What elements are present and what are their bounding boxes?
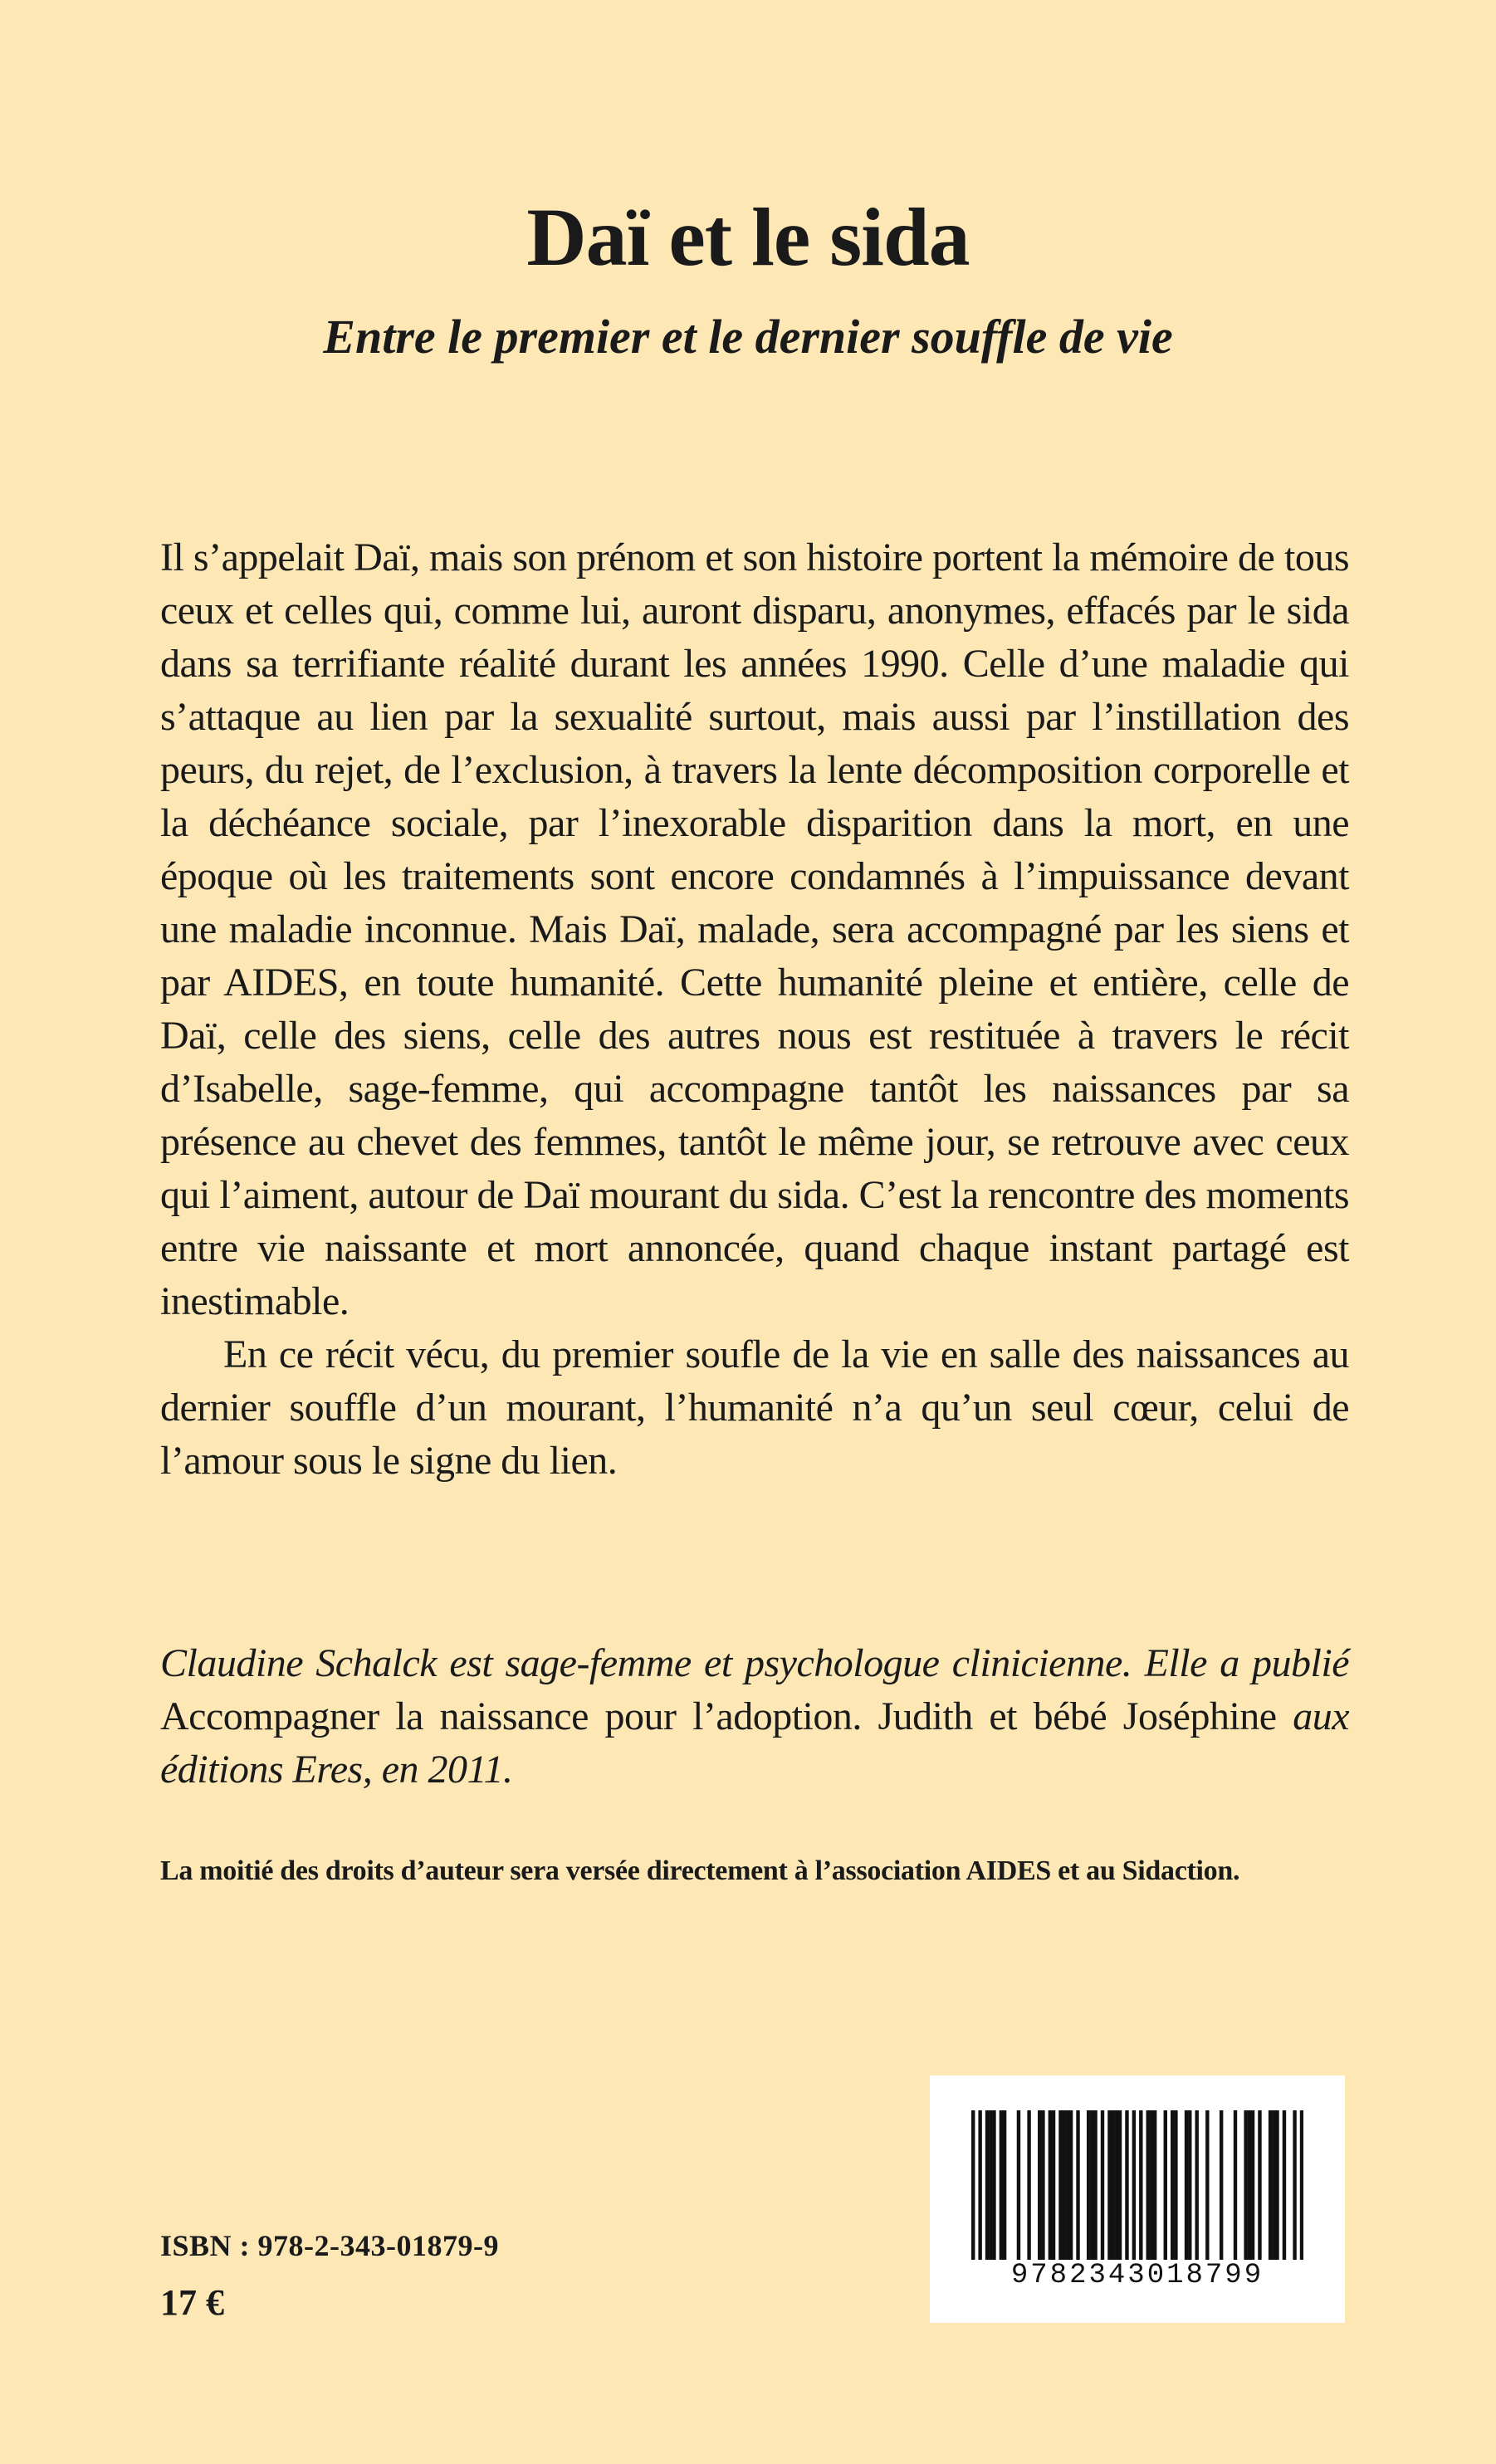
barcode-bar (1107, 2110, 1111, 2260)
barcode-bar (1300, 2110, 1303, 2260)
barcode-bar (1132, 2110, 1136, 2260)
barcode-bar (978, 2110, 981, 2260)
barcode-bar (1171, 2110, 1174, 2260)
blurb-paragraph-1: Il s’appelait Daï, mais son prénom et son histoire portent la mémoire de tous ceux et celles qui, comme lui, auront disparu, anonymes, effacés par le sida dans sa terrifiante réalité durant les années 1990. Celle d’une maladie qui s’attaque au lien par la sexualité surtout, mais aussi par l’instillation des peurs, du rejet, de l’exclusion, à travers la lente décomposition corporelle et la déchéance sociale, par l’inexorable disparition dans la mort, en une époque où les traitements sont encore condamnés à l’impuissance devant une maladie inconnue. Mais Daï, malade, sera accompagné par les siens et par AIDES, en toute humanité. Cette humanité pleine et entière, celle de Daï, celle des siens, celle des autres nous est restituée à travers le récit d’Isabelle, sage-femme, qui accompagne tantôt les naissances par sa présence au chevet des femmes, tantôt le même jour, se retrouve avec ceux qui l’aiment, autour de Daï mourant du sida. C’est la rencontre des moments entre vie naissante et mort annoncée, quand chaque instant partagé est inestimable. (160, 535, 1349, 1323)
barcode-bar (1017, 2110, 1020, 2260)
barcode-bar (971, 2110, 975, 2260)
barcode-bar (989, 2110, 992, 2260)
barcode-bar (1087, 2110, 1090, 2260)
barcode-bar (1146, 2110, 1150, 2260)
barcode-bar (1244, 2110, 1247, 2260)
barcode-bar (1283, 2110, 1286, 2260)
barcode-bar (1275, 2110, 1278, 2260)
barcode-bar (1195, 2110, 1198, 2260)
author-bio-paragraph (160, 1637, 1349, 1797)
royalties-note: La moitié des droits d’auteur sera versée directement à l’association AIDES et au Sidaction. (160, 1855, 1240, 1886)
barcode-bar (1150, 2110, 1153, 2260)
barcode-bar (1041, 2110, 1044, 2260)
book-title: Daï et le sida (526, 191, 970, 283)
barcode-bar (1248, 2110, 1251, 2260)
barcode-bar (1049, 2110, 1052, 2260)
barcode-bar (1000, 2110, 1003, 2260)
blurb-paragraph-2: En ce récit vécu, du premier soufle de la vie en salle des naissances au dernier souffle d’un mourant, l’humanité n’a qu’un seul cœur, celui de l’amour sous le signe du lien. (160, 1332, 1349, 1483)
barcode-bar (1058, 2110, 1062, 2260)
barcode-bar (1258, 2110, 1261, 2260)
barcode-bar (1111, 2110, 1114, 2260)
barcode-bar (1062, 2110, 1065, 2260)
author-previous-book-title: Accompagner la naissance pour l’adoption. Judith et bébé Joséphine (160, 1694, 1293, 1738)
barcode-bar (1003, 2110, 1006, 2260)
barcode-bar (1118, 2110, 1122, 2260)
author-bio (160, 1637, 1349, 1797)
author-bio-publisher: aux éditions Eres, en 2011. (160, 1694, 1349, 1792)
barcode-bar (1101, 2110, 1104, 2260)
author-bio-intro: Claudine Schalck est sage-femme et psychologue clinicienne. Elle a publié (160, 1641, 1349, 1685)
barcode-bar (1027, 2110, 1030, 2260)
barcode-bar (1125, 2110, 1128, 2260)
barcode-bar (1038, 2110, 1041, 2260)
barcode-bar (1093, 2110, 1097, 2260)
barcode-bar (1115, 2110, 1118, 2260)
barcode-bar (1188, 2110, 1191, 2260)
isbn-label: ISBN : 978-2-343-01879-9 (160, 2229, 499, 2262)
barcode-bar (1205, 2110, 1209, 2260)
price-label: 17 € (160, 2282, 224, 2323)
barcode-bar (1090, 2110, 1093, 2260)
barcode-panel (930, 2075, 1345, 2323)
barcode-bar (985, 2110, 989, 2260)
barcode-bar (1185, 2110, 1188, 2260)
barcode-bar (1272, 2110, 1275, 2260)
barcode-bar (1220, 2110, 1223, 2260)
barcode-bar (1069, 2110, 1073, 2260)
barcode-bar (1174, 2110, 1177, 2260)
barcode-bar (1293, 2110, 1296, 2260)
barcode-bar (1066, 2110, 1069, 2260)
barcode-bar (1052, 2110, 1055, 2260)
barcode-bar (1153, 2110, 1156, 2260)
book-subtitle: Entre le premier et le dernier souffle de vie (323, 310, 1173, 364)
barcode-bar (1076, 2110, 1079, 2260)
barcode-bar (1251, 2110, 1254, 2260)
barcode-bar (1234, 2110, 1237, 2260)
barcode-icon (971, 2110, 1303, 2260)
barcode-number: 9782343018799 (1010, 2260, 1264, 2291)
blurb-text (160, 531, 1349, 1488)
barcode-bar (1139, 2110, 1142, 2260)
barcode-bar (1269, 2110, 1272, 2260)
barcode-bar (992, 2110, 995, 2260)
barcode-bar (1164, 2110, 1167, 2260)
